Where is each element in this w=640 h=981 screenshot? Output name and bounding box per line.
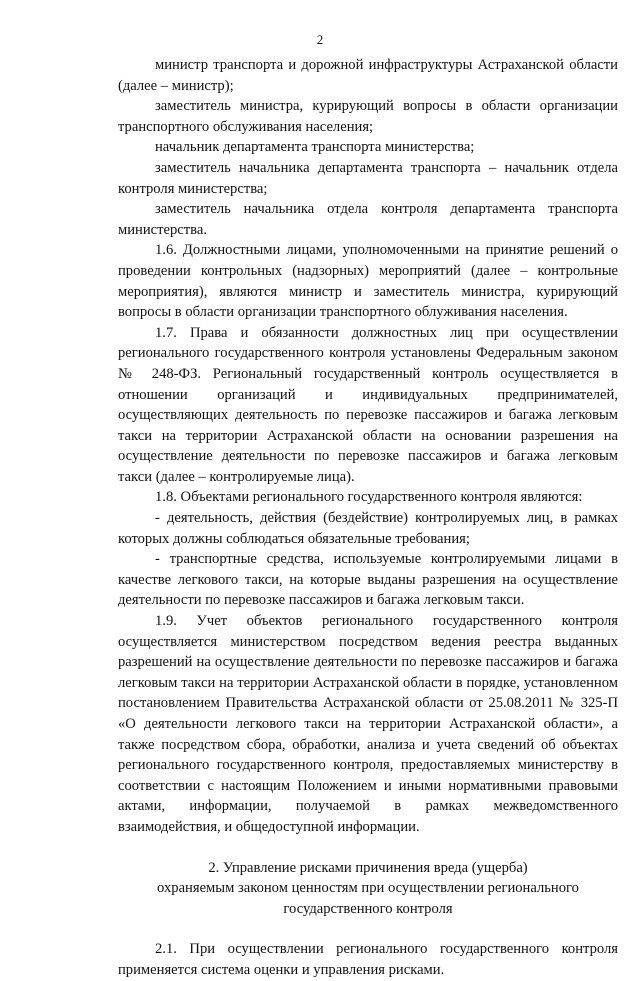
document-body	[118, 55, 618, 981]
clause-1-8-item-vehicles: - транспортные средства, используемые контролируемыми лицами в качестве легкового такси, на которые выданы разрешения на осуществление деятельности по перевозке пассажиров и багажа легковым такси.	[118, 551, 618, 609]
clause-1-9: 1.9. Учет объектов регионального государственного контроля осуществляется министерством посредством ведения реестра выданных разрешений на осуществление деятельности по перевозке пассажиров и багажа легковым такси на территории Астраханской области в порядке, установленном постановлением Правительства Астраханской области от 25.08.2011 № 325-П «О деятельности легкового такси на территории Астраханской области», а также посредством сбора, обработки, анализа и учета сведений об объектах регионального государственного контроля, предоставляемых министерству в соответствии с настоящим Положением и иными нормативными правовыми актами, информации, получаемой в рамках межведомственного взаимодействия, и общедоступной информации.	[118, 613, 618, 835]
clause-1-6: 1.6. Должностными лицами, уполномоченными на принятие решений о проведении контрольных (надзорных) мероприятий (далее – контрольные мероприятия), являются министр и заместитель министра, курирующий вопросы в области организации транспортного облуживания населения.	[118, 242, 618, 321]
list-item-minister: министр транспорта и дорожной инфраструктуры Астраханской области (далее – министр);	[118, 57, 618, 94]
page-number: 2	[316, 32, 324, 47]
section-heading-line-2: охраняемым законом ценностям при осуществлении регионального государственного контроля	[157, 880, 579, 917]
clause-1-8-item-activity: - деятельность, действия (бездействие) контролируемых лиц, в рамках которых должны соблюдаться обязательные требования;	[118, 510, 618, 547]
clause-1-7: 1.7. Права и обязанности должностных лиц при осуществлении регионального государственного контроля установлены Федеральным законом № 248-ФЗ. Региональный государственный контроль осуществляется в отношении организаций и индивидуальных предпринимателей, осуществляющих деятельность по перевозке пассажиров и багажа легковым такси на территории Астраханской области на основании разрешения на осуществление деятельности по перевозке пассажиров и багажа легковым такси (далее – контролируемые лица).	[118, 324, 618, 485]
clause-2-1: 2.1. При осуществлении регионального государственного контроля применяется система оценки и управления рисками.	[118, 941, 618, 978]
list-item-deputy-minister: заместитель министра, курирующий вопросы в области организации транспортного обслуживания населения;	[118, 98, 618, 135]
clause-1-8: 1.8. Объектами регионального государственного контроля являются:	[155, 489, 583, 506]
section-heading-line-1: 2. Управление рисками причинения вреда (ущерба)	[208, 859, 528, 876]
list-item-department-head: начальник департамента транспорта министерства;	[155, 139, 475, 156]
list-item-deputy-department-head: заместитель начальника департамента транспорта – начальник отдела контроля министерства;	[118, 159, 618, 197]
list-item-deputy-control-head: заместитель начальника отдела контроля департамента транспорта министерства.	[118, 201, 618, 238]
